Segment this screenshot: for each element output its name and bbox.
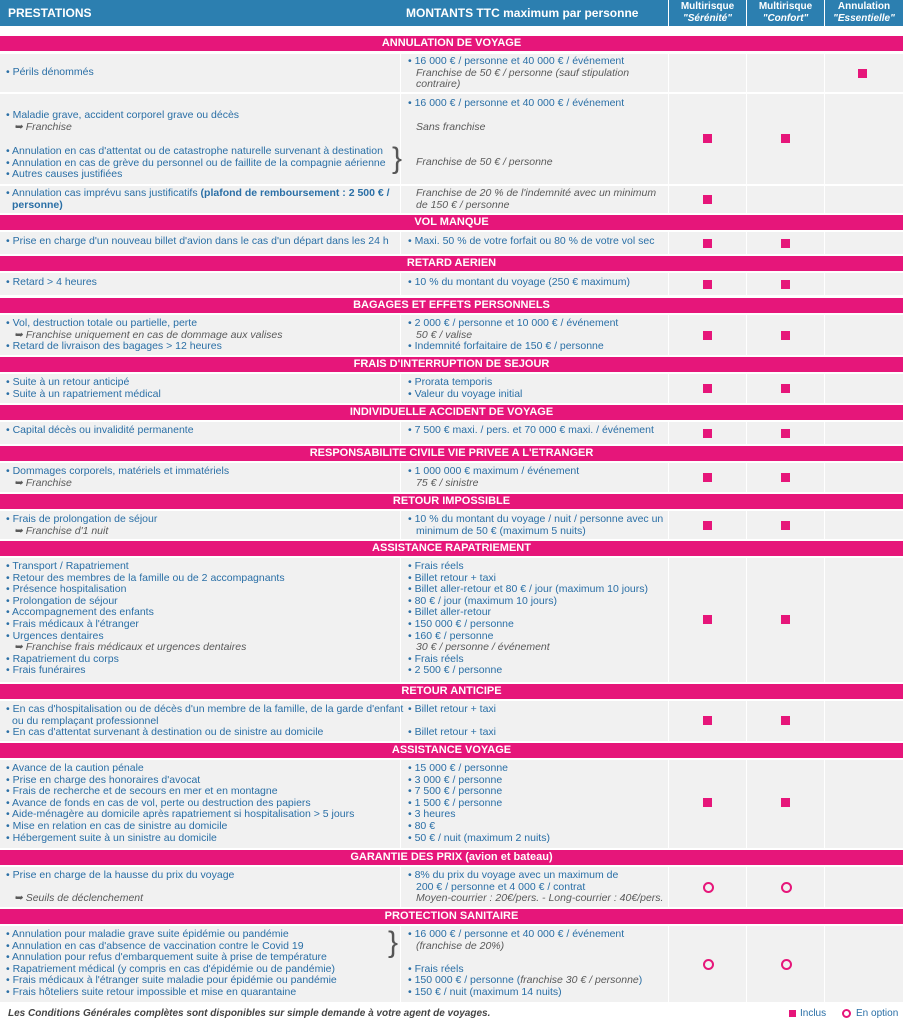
- table-row: [0, 232, 903, 254]
- included-mark: [781, 521, 790, 530]
- included-mark: [781, 280, 790, 289]
- prestation-cell: • Prise en charge de la hausse du prix du voyage ➥ Seuils de déclenchement: [6, 869, 235, 905]
- montant-cell: • 15 000 € / personne • 3 000 € / personne • 7 500 € / personne • 1 500 € / personne • 3 heures • 80 € • 50 € / nuit (maximum 2 nuits): [408, 762, 550, 844]
- prestation-cell: • En cas d'hospitalisation ou de décès d'un membre de la famille, de la garde d'enfant ou du remplaçant professionnel • En cas d'attentat survenant à destination ou de sinistre au domicile: [6, 703, 404, 739]
- section-assistance-rapatriement: ASSISTANCE RAPATRIEMENT: [0, 541, 903, 556]
- included-mark: [781, 331, 790, 340]
- table-row: [0, 558, 903, 682]
- header-confort-line2: "Confort": [762, 13, 809, 24]
- included-mark: [703, 331, 712, 340]
- prestation-cell: • Frais de prolongation de séjour ➥ Franchise d'1 nuit: [6, 513, 158, 537]
- table-row: [0, 926, 903, 1002]
- table-row: [0, 315, 903, 355]
- prestation-cell: • Annulation en cas d'attentat ou de catastrophe naturelle survenant à destination • Annulation en cas de grève du personnel ou de faillite de la compagnie aérienne • Autres causes justifiées: [6, 145, 386, 181]
- legend-option-icon: [842, 1009, 851, 1018]
- section-retour-anticipe: RETOUR ANTICIPE: [0, 684, 903, 699]
- montant-cell: • 8% du prix du voyage avec un maximum de 200 € / personne et 4 000 € / contrat Moyen-courrier : 20€/pers. - Long-courrier : 40€/pers.: [408, 869, 664, 905]
- included-mark: [781, 134, 790, 143]
- montant-cell: • Billet retour + taxi • Billet retour + taxi: [408, 703, 497, 739]
- included-mark: [703, 716, 712, 725]
- table-row: [0, 701, 903, 741]
- table-row: [0, 186, 903, 213]
- included-mark: [703, 615, 712, 624]
- header-serenite: [669, 0, 746, 26]
- table-row: [0, 760, 903, 848]
- table-header: [0, 0, 903, 26]
- montant-cell: • 7 500 € maxi. / pers. et 70 000 € maxi. / événement: [408, 424, 654, 436]
- prestation-cell: • Retard > 4 heures: [6, 276, 97, 288]
- header-confort-line1: Multirisque: [758, 1, 813, 12]
- section-vol-manque: VOL MANQUE: [0, 215, 903, 230]
- header-confort: [747, 0, 824, 26]
- header-montants: MONTANTS TTC maximum par personne: [406, 6, 639, 20]
- section-protection-sanitaire: PROTECTION SANITAIRE: [0, 909, 903, 924]
- prestation-cell: • Capital décès ou invalidité permanente: [6, 424, 194, 436]
- included-mark: [703, 429, 712, 438]
- table-row: [0, 54, 903, 92]
- montant-cell: • Frais réels • Billet retour + taxi • Billet aller-retour et 80 € / jour (maximum 10 jours) • 80 € / jour (maximum 10 jours) • Billet aller-retour • 150 000 € / personne • 160 € / personne 30 € / personne / événement • Frais réels • 2 500 € / personne: [408, 560, 649, 677]
- header-essentielle-line1: Annulation: [837, 1, 891, 12]
- montant-cell: • 1 000 000 € maximum / événement 75 € / sinistre: [408, 465, 580, 489]
- prestation-cell: • Annulation pour maladie grave suite épidémie ou pandémie • Annulation en cas d'absence de vaccination contre le Covid 19 • Annulation pour refus d'embarquement suite à prise de température • Rapatriement médical (y compris en cas d'épidémie ou de pandémie) • Frais médicaux à l'étranger suite maladie pour épidémie ou pandémie • Frais hôteliers suite retour impossible et mise en quarantaine: [6, 928, 337, 998]
- included-mark: [703, 384, 712, 393]
- table-row: [0, 511, 903, 539]
- prestation-cell: • Vol, destruction totale ou partielle, perte ➥ Franchise uniquement en cas de dommage aux valises • Retard de livraison des bagages > 12 heures: [6, 317, 283, 353]
- included-mark: [781, 473, 790, 482]
- prestation-cell: • Annulation cas imprévu sans justificatifs (plafond de remboursement : 2 500 € / personne): [6, 187, 390, 211]
- legend-option: En option: [856, 1008, 899, 1019]
- legend-included: Inclus: [800, 1008, 827, 1019]
- montant-cell: • 16 000 € / personne et 40 000 € / événement (franchise de 20%) • Frais réels • 150 000 € / personne (franchise 30 € / personne) • 150 € / nuit (maximum 14 nuits): [408, 928, 643, 998]
- section-assistance-voyage: ASSISTANCE VOYAGE: [0, 743, 903, 758]
- montant-cell: • 10 % du montant du voyage (250 € maximum): [408, 276, 630, 288]
- prestation-cell: • Prise en charge d'un nouveau billet d'avion dans le cas d'un départ dans les 24 h: [6, 235, 389, 247]
- table-row: [0, 867, 903, 907]
- option-mark: [703, 959, 714, 970]
- montant-cell: • 16 000 € / personne et 40 000 € / événement Sans franchise: [408, 97, 625, 133]
- included-mark: [703, 798, 712, 807]
- section-annulation: ANNULATION DE VOYAGE: [0, 36, 903, 51]
- brace-icon: }: [392, 142, 403, 175]
- montant-cell: Franchise de 50 € / personne: [416, 156, 553, 168]
- montant-cell: • 16 000 € / personne et 40 000 € / événement Franchise de 50 € / personne (sauf stipulation contraire): [408, 55, 630, 91]
- included-mark: [781, 384, 790, 393]
- table-row: [0, 422, 903, 444]
- header-essentielle-line2: "Essentielle": [833, 13, 895, 24]
- prestation-cell: • Périls dénommés: [6, 66, 94, 78]
- table-row: [0, 374, 903, 403]
- table-row: [0, 463, 903, 492]
- montant-cell: • Maxi. 50 % de votre forfait ou 80 % de votre vol sec: [408, 235, 655, 247]
- option-mark: [781, 882, 792, 893]
- section-responsabilite-civile: RESPONSABILITE CIVILE VIE PRIVEE A L'ETRANGER: [0, 446, 903, 461]
- header-serenite-line2: "Sérénité": [683, 13, 732, 24]
- prestation-cell: • Dommages corporels, matériels et immatériels ➥ Franchise: [6, 465, 230, 489]
- section-individuelle-accident: INDIVIDUELLE ACCIDENT DE VOYAGE: [0, 405, 903, 420]
- section-interruption: FRAIS D'INTERRUPTION DE SEJOUR: [0, 357, 903, 372]
- footer-note: Les Conditions Générales complètes sont disponibles sur simple demande à votre agent de voyages.: [8, 1008, 491, 1019]
- header-prestations: PRESTATIONS: [8, 6, 92, 20]
- table-row: [0, 273, 903, 295]
- included-mark: [858, 69, 867, 78]
- included-mark: [703, 280, 712, 289]
- brace-icon: }: [388, 926, 399, 959]
- included-mark: [781, 615, 790, 624]
- included-mark: [781, 429, 790, 438]
- header-serenite-line1: Multirisque: [680, 1, 735, 12]
- section-bagages: BAGAGES ET EFFETS PERSONNELS: [0, 298, 903, 313]
- table-row: [0, 94, 903, 184]
- included-mark: [781, 798, 790, 807]
- included-mark: [781, 716, 790, 725]
- included-mark: [703, 473, 712, 482]
- prestation-cell: • Suite à un retour anticipé • Suite à un rapatriement médical: [6, 376, 161, 400]
- prestation-cell: • Avance de la caution pénale • Prise en charge des honoraires d'avocat • Frais de recherche et de secours en mer et en montagne • Avance de fonds en cas de vol, perte ou destruction des papiers • Aide-ménagère au domicile après rapatriement si hospitalisation > 5 jours • Mise en relation en cas de sinistre au domicile • Hébergement suite à un sinistre au domicile: [6, 762, 355, 844]
- included-mark: [781, 239, 790, 248]
- montant-cell: • 2 000 € / personne et 10 000 € / événement 50 € / valise • Indemnité forfaitaire de 150 € / personne: [408, 317, 619, 353]
- option-mark: [781, 959, 792, 970]
- section-retard-aerien: RETARD AERIEN: [0, 256, 903, 271]
- montant-cell: • 10 % du montant du voyage / nuit / personne avec un minimum de 50 € (maximum 5 nuits): [408, 513, 664, 537]
- prestation-cell: • Transport / Rapatriement • Retour des membres de la famille ou de 2 accompagnants • Présence hospitalisation • Prolongation de séjour • Accompagnement des enfants • Frais médicaux à l'étranger • Urgences dentaires ➥ Franchise frais médicaux et urgences dentaires • Rapatriement du corps • Frais funéraires: [6, 560, 285, 677]
- section-garantie-prix: GARANTIE DES PRIX (avion et bateau): [0, 850, 903, 865]
- included-mark: [703, 239, 712, 248]
- montant-cell: • Prorata temporis • Valeur du voyage initial: [408, 376, 523, 400]
- montant-cell: Franchise de 20 % de l'indemnité avec un minimum de 150 € / personne: [416, 187, 657, 211]
- section-retour-impossible: RETOUR IMPOSSIBLE: [0, 494, 903, 509]
- included-mark: [703, 195, 712, 204]
- included-mark: [703, 521, 712, 530]
- included-mark: [703, 134, 712, 143]
- legend-included-icon: [789, 1010, 796, 1017]
- prestation-cell: • Maladie grave, accident corporel grave ou décès ➥ Franchise: [6, 109, 240, 133]
- header-essentielle: [825, 0, 903, 26]
- option-mark: [703, 882, 714, 893]
